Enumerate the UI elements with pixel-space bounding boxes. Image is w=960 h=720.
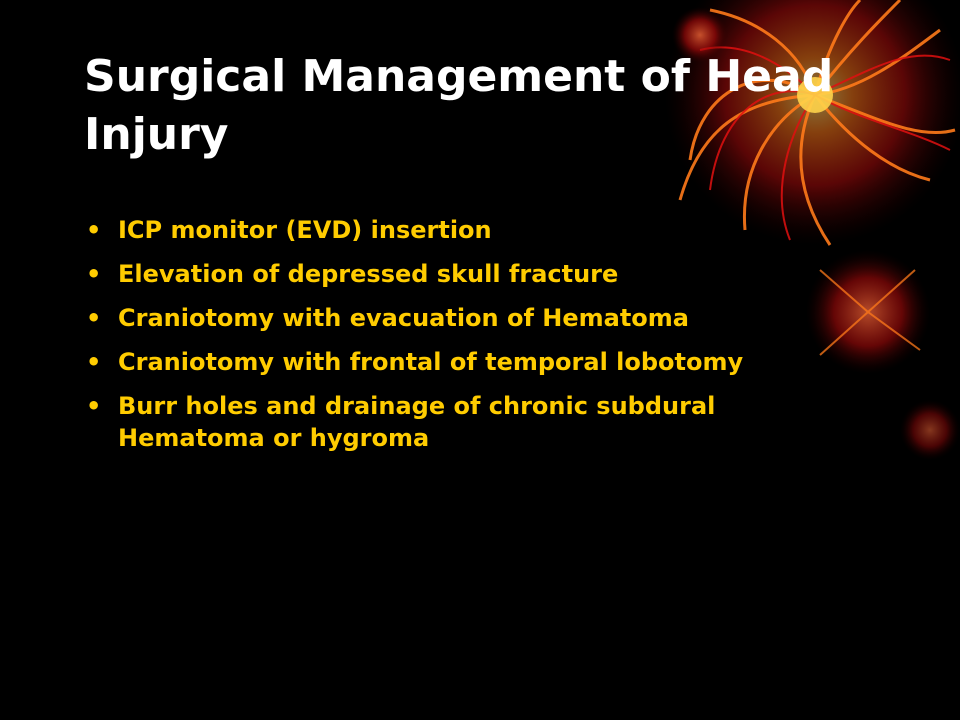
bullet-list xyxy=(84,214,864,466)
bullet-item xyxy=(84,346,864,378)
bullet-text: Craniotomy with frontal of temporal lobotomy xyxy=(118,348,744,376)
bullet-text: Elevation of depressed skull fracture xyxy=(118,260,619,288)
bullet-marker: • xyxy=(86,260,102,288)
bullet-marker: • xyxy=(86,304,102,332)
bullet-marker: • xyxy=(86,392,102,420)
bullet-text: Craniotomy with evacuation of Hematoma xyxy=(118,304,689,332)
bullet-marker: • xyxy=(86,348,102,376)
firework-burst-small xyxy=(900,400,960,460)
bullet-item xyxy=(84,302,864,334)
bullet-text: Burr holes and drainage of chronic subdural Hematoma or hygroma xyxy=(118,392,716,452)
bullet-marker: • xyxy=(86,216,102,244)
bullet-item xyxy=(84,214,864,246)
bullet-item xyxy=(84,390,864,454)
slide-title: Surgical Management of Head Injury xyxy=(84,51,834,160)
bullet-item xyxy=(84,258,864,290)
bullet-text: ICP monitor (EVD) insertion xyxy=(118,216,492,244)
